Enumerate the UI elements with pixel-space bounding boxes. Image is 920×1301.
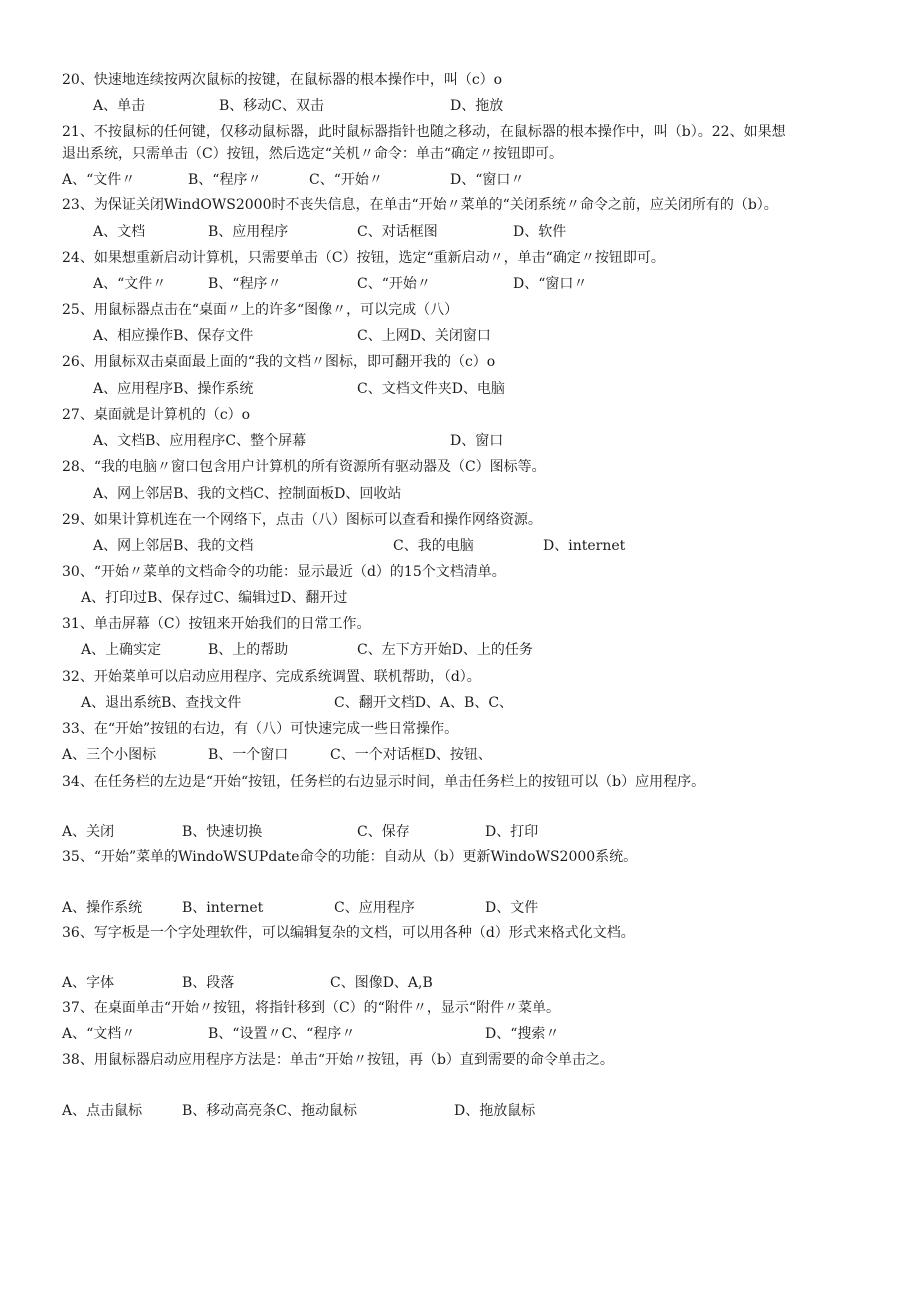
option-b-c: B、移动C、双击	[219, 98, 324, 114]
options-24	[0, 275, 920, 293]
question-37: 37、在桌面单击“开始〃按钮，将指针移到（C）的“附件〃，显示“附件〃菜单。	[62, 1000, 560, 1016]
option-c-d: C、图像D、A,B	[330, 975, 433, 991]
option-a-b: A、网上邻居B、我的文档	[93, 538, 254, 554]
option-a-b: A、退出系统B、查找文件	[81, 695, 242, 711]
option-b: B、internet	[182, 900, 264, 916]
question-32: 32、开始菜单可以启动应用程序、完成系统调置、联机帮助，（d）。	[62, 669, 481, 685]
option-d: D、文件	[485, 900, 539, 916]
question-36: 36、写字板是一个字处理软件，可以编辑复杂的文档，可以用各种（d）形式来格式化文档。	[62, 925, 635, 941]
options-28	[0, 485, 920, 503]
option-c-d: C、上网D、关闭窗口	[357, 328, 491, 344]
option-b: B、“程序〃	[188, 172, 262, 188]
option-a: A、三个小图标	[62, 747, 157, 763]
options-31	[0, 641, 920, 659]
option-c: C、“开始〃	[309, 172, 383, 188]
option-b: B、一个窗口	[208, 747, 289, 763]
question-22: 退出系统，只需单击（C）按钮，然后选定“关机〃命令：单击“确定〃按钮即可。	[62, 146, 564, 162]
option-c: C、对话框图	[357, 224, 438, 240]
question-34: 34、在任务栏的左边是“开始“按钮，任务栏的右边显示时间，单击任务栏上的按钮可以（b）应用程序。	[62, 774, 706, 790]
option-b-c: B、移动高亮条C、拖动鼠标	[182, 1103, 357, 1119]
option-d: D、拖放鼠标	[454, 1103, 536, 1119]
options-32	[0, 694, 920, 712]
option-d: D、“搜索〃	[485, 1026, 560, 1042]
option-a: A、字体	[62, 975, 115, 991]
options-26	[0, 380, 920, 398]
option-c-d: C、文档文件夹D、电脑	[357, 381, 505, 397]
option-a: A、上确实定	[81, 642, 162, 658]
option-d: D、打印	[485, 824, 539, 840]
question-28: 28、“我的电脑〃窗口包含用户计算机的所有资源所有驱动器及（C）图标等。	[62, 459, 546, 475]
question-38: 38、用鼠标器启动应用程序方法是：单击“开始〃按钮，再（b）直到需要的命令单击之。	[62, 1052, 614, 1068]
option-c: C、应用程序	[334, 900, 415, 916]
option-a: A、“文档〃	[62, 1026, 136, 1042]
option-a-b-c: A、文档B、应用程序C、整个屏幕	[93, 433, 307, 449]
option-a: A、“文件〃	[62, 172, 136, 188]
question-33: 33、在“开始”按钮的右边，有（八）可快速完成一些日常操作。	[62, 721, 459, 737]
options-27	[0, 432, 920, 450]
option-b: B、段落	[182, 975, 235, 991]
options-22	[0, 171, 920, 189]
question-35: 35、“开始”菜单的WindoWSUPdate命令的功能：自动从（b）更新WindoWS2000系统。	[62, 849, 638, 865]
option-c-d: C、一个对话框D、按钮、	[330, 747, 492, 763]
option-b: B、上的帮助	[208, 642, 289, 658]
options-33	[0, 746, 920, 764]
option-d: D、窗口	[450, 433, 504, 449]
option-a-b: A、应用程序B、操作系统	[93, 381, 254, 397]
options-25	[0, 327, 920, 345]
option-d: D、“窗口〃	[513, 276, 588, 292]
options-38	[0, 1102, 920, 1120]
options-30	[0, 589, 920, 607]
option-a: A、点击鼠标	[62, 1103, 143, 1119]
option-d: D、拖放	[450, 98, 504, 114]
option-c-d: C、翻开文档D、A、B、C、	[334, 695, 514, 711]
option-a-b-c-d: A、打印过B、保存过C、编辑过D、翻开过	[81, 590, 348, 606]
option-a: A、“文件〃	[93, 276, 167, 292]
options-35	[0, 899, 920, 917]
option-d: D、internet	[543, 538, 626, 554]
option-b: B、应用程序	[208, 224, 289, 240]
options-34	[0, 823, 920, 841]
question-21: 21、不按鼠标的任何键，仅移动鼠标器，此时鼠标器指针也随之移动，在鼠标器的根本操作中，叫（b）。22、如果想	[62, 124, 786, 140]
option-a-b-c-d: A、网上邻居B、我的文档C、控制面板D、回收站	[93, 486, 402, 502]
option-a: A、操作系统	[62, 900, 143, 916]
question-23: 23、为保证关闭WindOWS2000时不丧失信息，在单击“开始〃菜单的“关闭系统〃命令之前，应关闭所有的（b）。	[62, 197, 778, 213]
question-25: 25、用鼠标器点击在“桌面〃上的许多“图像〃，可以完成（八）	[62, 302, 459, 318]
options-20	[0, 97, 920, 115]
question-31: 31、单击屏幕（C）按钮来开始我们的日常工作。	[62, 616, 371, 632]
option-b: B、快速切换	[182, 824, 263, 840]
question-24: 24、如果想重新启动计算机，只需要单击（C）按钮，选定“重新启动〃，单击“确定〃按钮即可。	[62, 250, 665, 266]
option-b: B、“程序〃	[208, 276, 282, 292]
question-27: 27、桌面就是计算机的（c）o	[62, 407, 251, 423]
question-29: 29、如果计算机连在一个网络下，点击（八）图标可以查看和操作网络资源。	[62, 512, 542, 528]
option-a-b: A、相应操作B、保存文件	[93, 328, 254, 344]
option-a: A、关闭	[62, 824, 115, 840]
options-36	[0, 974, 920, 992]
question-30: 30、“开始〃菜单的文档命令的功能：显示最近（d）的15个文档清单。	[62, 564, 506, 580]
option-c: C、我的电脑	[393, 538, 474, 554]
options-29	[0, 537, 920, 555]
options-23	[0, 223, 920, 241]
option-d: D、“窗口〃	[450, 172, 525, 188]
option-c: C、“开始〃	[357, 276, 431, 292]
question-20: 20、快速地连续按两次鼠标的按键，在鼠标器的根本操作中，叫（c）o	[62, 72, 503, 88]
option-d: D、软件	[513, 224, 567, 240]
option-c: C、保存	[357, 824, 410, 840]
option-a: A、文档	[93, 224, 146, 240]
options-37	[0, 1025, 920, 1043]
option-b-c: B、“设置〃C、“程序〃	[208, 1026, 356, 1042]
option-c-d: C、左下方开始D、上的任务	[357, 642, 533, 658]
option-a: A、单击	[93, 98, 146, 114]
question-26: 26、用鼠标双击桌面最上面的“我的文档〃图标，即可翻开我的（c）o	[62, 354, 496, 370]
